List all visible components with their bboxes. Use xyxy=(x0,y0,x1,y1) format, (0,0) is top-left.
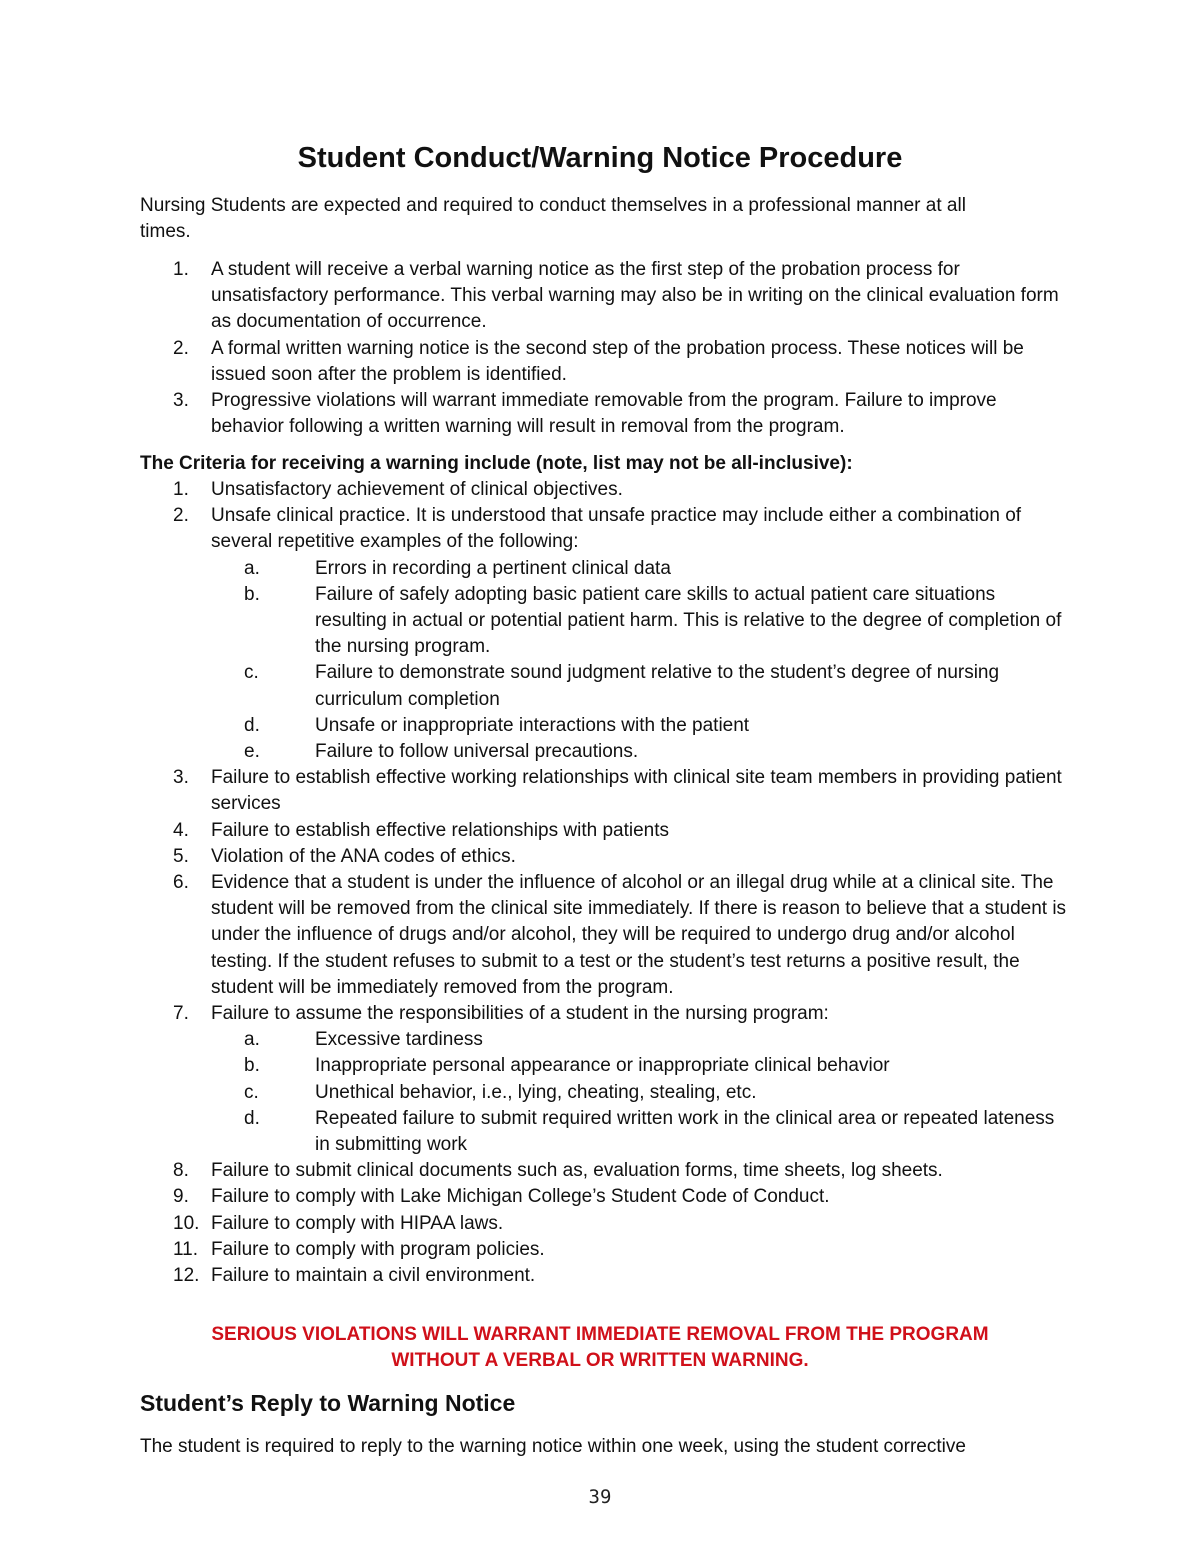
list-item xyxy=(140,1263,1070,1289)
item-text: Failure to maintain a civil environment. xyxy=(211,1265,536,1287)
criteria-list xyxy=(140,477,1070,1289)
item-number: 8. xyxy=(173,1160,189,1182)
item-number: 2. xyxy=(173,337,189,359)
item-text: Unsafe clinical practice. It is understood that unsafe practice may include either a combination of several repetitive examples of the following: xyxy=(211,505,1022,553)
sub-item-letter: a. xyxy=(244,557,260,579)
sub-item-letter: c. xyxy=(244,662,259,684)
sub-item-letter: a. xyxy=(244,1029,260,1051)
list-item xyxy=(140,870,1070,1001)
reply-paragraph: The student is required to reply to the warning notice within one week, using the student corrective xyxy=(140,1436,966,1457)
item-text: A formal written warning notice is the second step of the probation process. These notices will be issued soon after the problem is identified. xyxy=(211,337,1024,385)
list-item xyxy=(140,818,1070,844)
item-number: 3. xyxy=(173,390,189,412)
sub-item-letter: e. xyxy=(244,741,260,763)
item-number: 12. xyxy=(173,1265,200,1287)
list-item xyxy=(140,388,1070,440)
item-number: 4. xyxy=(173,819,189,841)
sub-list xyxy=(140,1027,1070,1158)
warning-steps-list xyxy=(140,257,1070,440)
sub-item-letter: b. xyxy=(244,1055,260,1077)
list-item xyxy=(140,844,1070,870)
sub-list-item xyxy=(140,1106,1070,1158)
item-text: Evidence that a student is under the influence of alcohol or an illegal drug while at a clinical site. The student will be removed from the clinical site immediately. If there is reason to believe that a student is under the influence of drugs and/or alcohol, they will be required to undergo drug and/or alcohol testing. If the student refuses to submit to a test or the student’s test returns a positive result, the student will be immediately removed from the program. xyxy=(211,872,1067,998)
item-text: Failure to submit clinical documents such as, evaluation forms, time sheets, log sheets. xyxy=(211,1160,943,1182)
list-item xyxy=(140,503,1070,555)
item-number: 1. xyxy=(173,479,189,500)
item-number: 1. xyxy=(173,259,189,280)
item-number: 9. xyxy=(173,1186,189,1208)
item-text: Failure to comply with Lake Michigan College’s Student Code of Conduct. xyxy=(211,1186,830,1208)
item-text: Unsatisfactory achievement of clinical objectives. xyxy=(211,479,623,500)
list-item xyxy=(140,1237,1070,1263)
sub-list-item xyxy=(140,739,1070,765)
list-item xyxy=(140,1184,1070,1210)
sub-list-item xyxy=(140,1027,1070,1053)
item-text: Violation of the ANA codes of ethics. xyxy=(211,845,516,867)
sub-item-text: Repeated failure to submit required written work in the clinical area or repeated lateness in submitting work xyxy=(315,1107,1055,1156)
sub-item-text: Failure to follow universal precautions. xyxy=(315,741,639,763)
item-number: 7. xyxy=(173,1003,189,1025)
sub-item-letter: c. xyxy=(244,1081,259,1103)
warning-line-1: SERIOUS VIOLATIONS WILL WARRANT IMMEDIATE REMOVAL FROM THE PROGRAM xyxy=(211,1324,989,1345)
list-item xyxy=(140,477,1070,503)
item-text: Progressive violations will warrant immediate removable from the program. Failure to improve behavior following a written warning will result in removal from the program. xyxy=(211,390,997,438)
serious-violation-warning xyxy=(0,1322,1200,1374)
item-number: 2. xyxy=(173,505,189,527)
list-item xyxy=(140,257,1070,336)
item-text: Failure to comply with program policies. xyxy=(211,1238,545,1260)
item-number: 5. xyxy=(173,845,189,867)
sub-item-text: Failure to demonstrate sound judgment relative to the student’s degree of nursing curriculum completion xyxy=(315,662,1000,710)
item-number: 10. xyxy=(173,1212,200,1234)
list-item xyxy=(140,1001,1070,1027)
sub-item-letter: d. xyxy=(244,714,260,736)
criteria-heading: The Criteria for receiving a warning include (note, list may not be all-inclusive): xyxy=(140,453,853,474)
item-text: Failure to comply with HIPAA laws. xyxy=(211,1212,504,1234)
sub-list-item xyxy=(140,1053,1070,1079)
item-text: Failure to establish effective working relationships with clinical site team members in providing patient services xyxy=(211,767,1062,815)
sub-list-item xyxy=(140,556,1070,582)
list-item xyxy=(140,1158,1070,1184)
page-title: Student Conduct/Warning Notice Procedure xyxy=(297,142,903,174)
list-item xyxy=(140,765,1070,817)
item-number: 11. xyxy=(173,1238,199,1260)
sub-list xyxy=(140,556,1070,766)
intro-paragraph: Nursing Students are expected and required to conduct themselves in a professional manner at all times. xyxy=(140,195,966,243)
page-number: 39 xyxy=(588,1486,612,1508)
item-number: 6. xyxy=(173,872,189,894)
sub-item-letter: b. xyxy=(244,583,260,605)
sub-item-letter: d. xyxy=(244,1107,260,1129)
item-text: Failure to establish effective relationships with patients xyxy=(211,819,670,841)
sub-item-text: Unsafe or inappropriate interactions with the patient xyxy=(315,714,750,736)
sub-item-text: Unethical behavior, i.e., lying, cheating, stealing, etc. xyxy=(315,1081,757,1103)
item-number: 3. xyxy=(173,767,189,789)
item-text: A student will receive a verbal warning notice as the first step of the probation process for unsatisfactory performance. This verbal warning may also be in writing on the clinical evaluation form as documentation of occurrence. xyxy=(211,259,1059,333)
sub-item-text: Excessive tardiness xyxy=(315,1029,483,1051)
item-text: Failure to assume the responsibilities of a student in the nursing program: xyxy=(211,1003,829,1025)
sub-item-text: Errors in recording a pertinent clinical data xyxy=(315,557,671,579)
list-item xyxy=(140,336,1070,388)
sub-item-text: Inappropriate personal appearance or inappropriate clinical behavior xyxy=(315,1055,890,1077)
sub-list-item xyxy=(140,1080,1070,1106)
sub-list-item xyxy=(140,713,1070,739)
warning-line-2: WITHOUT A VERBAL OR WRITTEN WARNING. xyxy=(391,1350,809,1372)
sub-list-item xyxy=(140,660,1070,712)
reply-section-heading: Student’s Reply to Warning Notice xyxy=(140,1390,516,1416)
sub-item-text: Failure of safely adopting basic patient care skills to actual patient care situations resulting in actual or potential patient harm. This is relative to the degree of completion of the nursing program. xyxy=(315,583,1062,658)
sub-list-item xyxy=(140,582,1070,661)
list-item xyxy=(140,1211,1070,1237)
